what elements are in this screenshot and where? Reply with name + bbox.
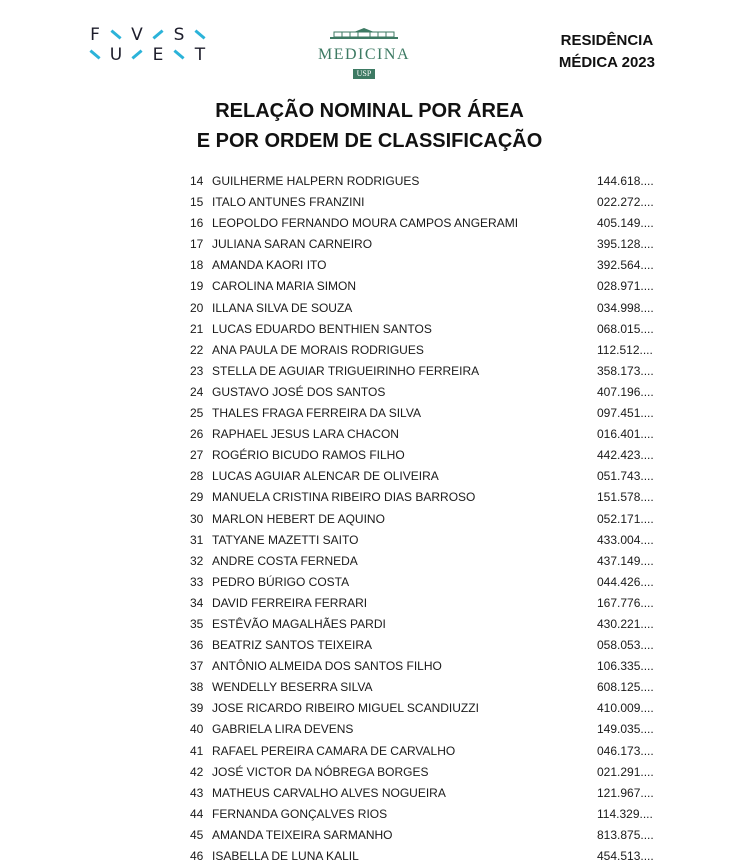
rank-number: 35 xyxy=(190,616,204,631)
title-line-2: E POR ORDEM DE CLASSIFICAÇÃO xyxy=(196,130,543,152)
list-item xyxy=(190,445,670,466)
candidate-code: 405.149.... xyxy=(597,216,654,231)
page-title xyxy=(0,96,739,156)
medicina-usp-logo xyxy=(318,28,410,81)
candidate-name: LUCAS AGUIAR ALENCAR DE OLIVEIRA xyxy=(212,469,439,484)
candidate-code: 112.512.... xyxy=(597,342,653,357)
candidate-name: JOSÉ VICTOR DA NÓBREGA BORGES xyxy=(212,764,429,779)
fuvest-letter: F xyxy=(90,25,100,45)
candidate-code: 106.335.... xyxy=(597,659,654,674)
rank-number: 21 xyxy=(190,321,204,336)
candidate-name: AMANDA TEIXEIRA SARMANHO xyxy=(212,827,393,842)
candidate-code: 144.618.... xyxy=(597,174,654,188)
rank-number: 26 xyxy=(190,427,204,442)
candidate-name: MARLON HEBERT DE AQUINO xyxy=(212,511,385,526)
residencia-line-1: RESIDÊNCIA xyxy=(560,32,654,49)
rank-number: 38 xyxy=(190,680,204,695)
candidate-code: 068.015.... xyxy=(597,321,654,336)
candidate-code: 046.173.... xyxy=(597,743,654,758)
list-item xyxy=(190,741,670,762)
rank-number: 14 xyxy=(190,174,204,188)
rank-number: 15 xyxy=(190,195,204,210)
list-item xyxy=(190,846,670,867)
candidate-name: ISABELLA DE LUNA KALIL xyxy=(212,849,359,863)
rank-number: 17 xyxy=(190,237,204,252)
candidate-name: CAROLINA MARIA SIMON xyxy=(212,279,357,294)
candidate-code: 022.272.... xyxy=(597,195,654,210)
fuvest-logo xyxy=(86,26,212,66)
rank-number: 20 xyxy=(190,300,204,315)
rank-number: 40 xyxy=(190,722,204,737)
list-item xyxy=(190,635,670,656)
list-item xyxy=(190,719,670,740)
rank-number: 27 xyxy=(190,448,204,463)
candidate-name: RAPHAEL JESUS LARA CHACON xyxy=(212,427,399,442)
candidate-name: GUSTAVO JOSÉ DOS SANTOS xyxy=(212,384,386,399)
list-item xyxy=(190,825,670,846)
candidate-name: MANUELA CRISTINA RIBEIRO DIAS BARROSO xyxy=(212,490,476,505)
candidate-code: 044.426.... xyxy=(597,574,654,589)
faculty-building-icon xyxy=(328,28,400,40)
candidate-code: 392.564.... xyxy=(597,258,654,273)
fuvest-letter: S xyxy=(173,25,185,45)
fuvest-accent-stroke xyxy=(152,29,163,39)
residencia-heading xyxy=(559,30,655,74)
list-item xyxy=(190,319,670,340)
candidate-code: 016.401.... xyxy=(597,427,654,442)
rank-number: 31 xyxy=(190,532,204,547)
classification-list xyxy=(190,171,670,867)
candidate-name: THALES FRAGA FERREIRA DA SILVA xyxy=(212,406,421,421)
residencia-line-2: MÉDICA 2023 xyxy=(558,54,655,71)
candidate-code: 442.423.... xyxy=(597,448,654,463)
candidate-code: 151.578.... xyxy=(597,490,654,505)
list-item xyxy=(190,276,670,297)
candidate-name: RAFAEL PEREIRA CAMARA DE CARVALHO xyxy=(212,743,456,758)
list-item xyxy=(190,487,670,508)
list-item xyxy=(190,424,670,445)
candidate-name: DAVID FERREIRA FERRARI xyxy=(212,595,368,610)
candidate-name: AMANDA KAORI ITO xyxy=(212,258,327,273)
list-item xyxy=(190,551,670,572)
candidate-name: GUILHERME HALPERN RODRIGUES xyxy=(212,174,420,188)
candidate-code: 097.451.... xyxy=(597,406,654,421)
candidate-name: FERNANDA GONÇALVES RIOS xyxy=(212,806,388,821)
candidate-name: ANDRE COSTA FERNEDA xyxy=(212,553,358,568)
rank-number: 46 xyxy=(190,849,204,863)
rank-number: 23 xyxy=(190,363,204,378)
medicina-wordmark: MEDICINA xyxy=(318,46,410,63)
rank-number: 45 xyxy=(190,827,204,842)
candidate-code: 034.998.... xyxy=(597,300,654,315)
list-item xyxy=(190,804,670,825)
list-item xyxy=(190,783,670,804)
list-item xyxy=(190,614,670,635)
list-item xyxy=(190,255,670,276)
rank-number: 16 xyxy=(190,216,204,231)
candidate-code: 608.125.... xyxy=(597,680,654,695)
rank-number: 44 xyxy=(190,806,204,821)
list-item xyxy=(190,234,670,255)
rank-number: 30 xyxy=(190,511,204,526)
candidate-code: 121.967.... xyxy=(597,785,654,800)
rank-number: 25 xyxy=(190,406,204,421)
list-item xyxy=(190,171,670,192)
candidate-code: 052.171.... xyxy=(597,511,654,526)
list-item xyxy=(190,298,670,319)
candidate-code: 149.035.... xyxy=(597,722,654,737)
candidate-code: 167.776.... xyxy=(597,595,654,610)
list-item xyxy=(190,593,670,614)
rank-number: 43 xyxy=(190,785,204,800)
list-item xyxy=(190,656,670,677)
candidate-code: 395.128.... xyxy=(597,237,654,252)
list-item xyxy=(190,213,670,234)
candidate-name: BEATRIZ SANTOS TEIXEIRA xyxy=(212,638,373,653)
rank-number: 39 xyxy=(190,701,204,716)
candidate-code: 407.196.... xyxy=(597,384,654,399)
list-item xyxy=(190,762,670,783)
candidate-code: 430.221.... xyxy=(597,616,654,631)
list-item xyxy=(190,677,670,698)
candidate-code: 358.173.... xyxy=(597,363,654,378)
candidate-name: ANA PAULA DE MORAIS RODRIGUES xyxy=(212,342,424,357)
candidate-code: 813.875.... xyxy=(597,827,654,842)
rank-number: 34 xyxy=(190,595,204,610)
rank-number: 18 xyxy=(190,258,204,273)
candidate-code: 410.009.... xyxy=(597,701,654,716)
fuvest-letter: T xyxy=(194,45,206,65)
fuvest-letter: U xyxy=(109,45,123,65)
candidate-name: TATYANE MAZETTI SAITO xyxy=(212,532,359,547)
rank-number: 28 xyxy=(190,469,204,484)
candidate-code: 051.743.... xyxy=(597,469,654,484)
candidate-name: JOSE RICARDO RIBEIRO MIGUEL SCANDIUZZI xyxy=(212,701,479,716)
document-header xyxy=(0,0,739,100)
fuvest-logo-top-row xyxy=(86,26,212,46)
list-item xyxy=(190,530,670,551)
fuvest-letter: V xyxy=(131,25,143,45)
rank-number: 36 xyxy=(190,638,204,653)
title-line-1: RELAÇÃO NOMINAL POR ÁREA xyxy=(215,100,524,122)
list-item xyxy=(190,698,670,719)
list-item xyxy=(190,509,670,530)
candidate-name: JULIANA SARAN CARNEIRO xyxy=(212,237,373,252)
candidate-name: LUCAS EDUARDO BENTHIEN SANTOS xyxy=(212,321,432,336)
list-item xyxy=(190,403,670,424)
fuvest-logo-bottom-row xyxy=(86,46,212,66)
rank-number: 29 xyxy=(190,490,204,505)
fuvest-accent-stroke xyxy=(194,29,205,39)
candidate-name: MATHEUS CARVALHO ALVES NOGUEIRA xyxy=(212,785,446,800)
list-item xyxy=(190,572,670,593)
candidate-name: GABRIELA LIRA DEVENS xyxy=(212,722,354,737)
rank-number: 19 xyxy=(190,279,204,294)
fuvest-letter: E xyxy=(152,45,164,65)
fuvest-accent-stroke xyxy=(110,29,121,39)
candidate-code: 028.971.... xyxy=(597,279,654,294)
rank-number: 24 xyxy=(190,384,204,399)
candidate-code: 058.053.... xyxy=(597,638,654,653)
list-item xyxy=(190,466,670,487)
fuvest-accent-stroke xyxy=(131,49,142,59)
candidate-name: ITALO ANTUNES FRANZINI xyxy=(212,195,365,210)
rank-number: 37 xyxy=(190,659,204,674)
fuvest-accent-stroke xyxy=(173,49,184,59)
usp-badge: USP xyxy=(353,69,376,79)
rank-number: 41 xyxy=(190,743,204,758)
candidate-code: 114.329.... xyxy=(597,806,653,821)
candidate-name: ANTÔNIO ALMEIDA DOS SANTOS FILHO xyxy=(212,659,442,674)
list-item xyxy=(190,340,670,361)
list-item xyxy=(190,361,670,382)
candidate-name: STELLA DE AGUIAR TRIGUEIRINHO FERREIRA xyxy=(212,363,480,378)
candidate-name: ROGÉRIO BICUDO RAMOS FILHO xyxy=(212,448,405,463)
candidate-code: 021.291.... xyxy=(597,764,654,779)
candidate-code: 433.004.... xyxy=(597,532,654,547)
candidate-name: ILLANA SILVA DE SOUZA xyxy=(212,300,353,315)
candidate-name: LEOPOLDO FERNANDO MOURA CAMPOS ANGERAMI xyxy=(212,216,519,231)
list-item xyxy=(190,382,670,403)
list-item xyxy=(190,192,670,213)
candidate-name: PEDRO BÚRIGO COSTA xyxy=(212,574,350,589)
rank-number: 22 xyxy=(190,342,204,357)
rank-number: 32 xyxy=(190,553,204,568)
candidate-code: 454.513.... xyxy=(597,849,654,863)
candidate-name: WENDELLY BESERRA SILVA xyxy=(212,680,373,695)
fuvest-accent-stroke xyxy=(89,49,100,59)
rank-number: 42 xyxy=(190,764,204,779)
rank-number: 33 xyxy=(190,574,204,589)
candidate-code: 437.149.... xyxy=(597,553,654,568)
candidate-name: ESTÊVÃO MAGALHÃES PARDI xyxy=(212,616,386,631)
